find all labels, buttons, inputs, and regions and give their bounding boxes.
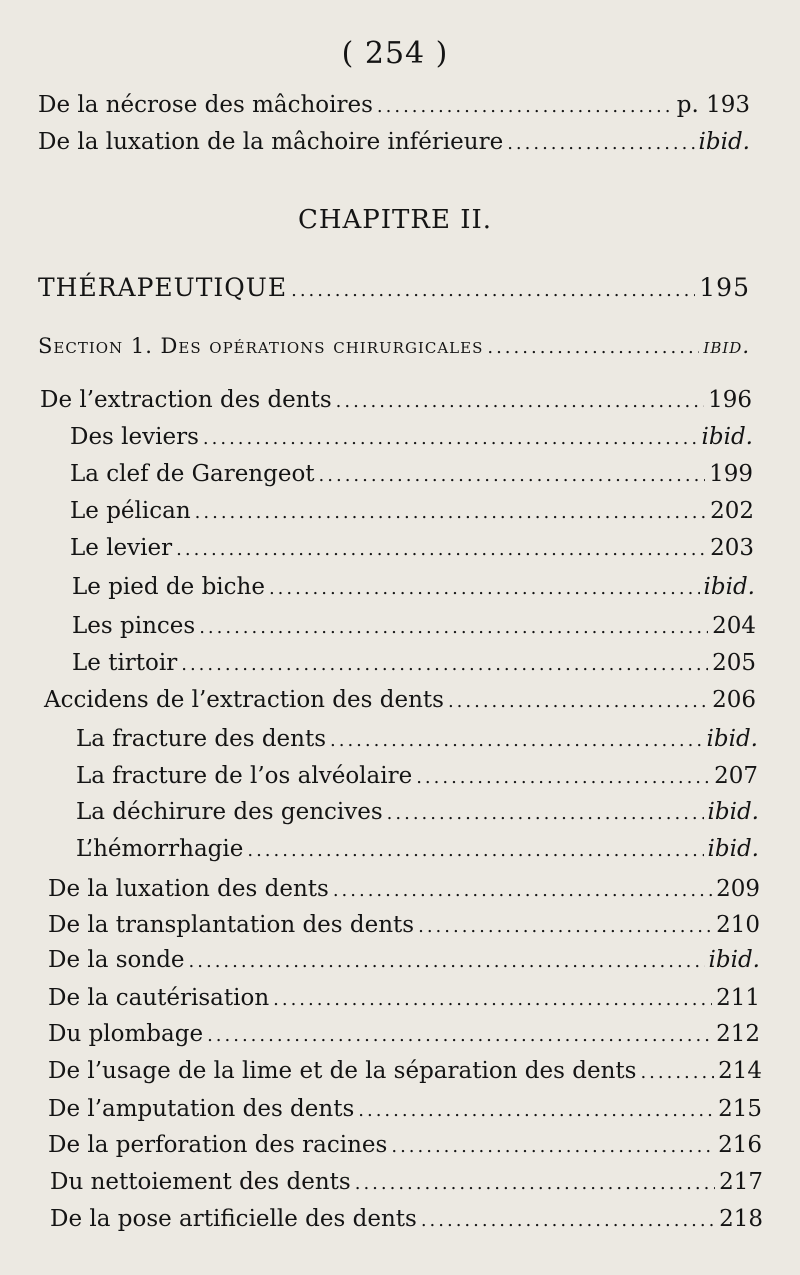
toc-entry-label: Du plombage — [48, 1021, 204, 1047]
toc-entry-page: ibid. — [703, 334, 750, 358]
toc-entry-page: 210 — [716, 912, 760, 938]
toc-entry-label: Des leviers — [70, 424, 199, 450]
dot-leader — [195, 498, 706, 528]
toc-entry-page: ibid. — [708, 947, 760, 973]
toc-entry-label: Le pélican — [70, 498, 191, 524]
toc-subentry — [72, 648, 756, 678]
toc-entry-label: De la perforation des racines — [48, 1132, 388, 1158]
toc-subentry — [76, 834, 759, 864]
toc-entry-label: La fracture de l’os alvéolaire — [76, 763, 413, 789]
dot-leader — [391, 1132, 714, 1162]
toc-entry-section — [38, 331, 750, 361]
toc-subentry — [76, 797, 759, 827]
toc-entry-page: 205 — [712, 650, 756, 676]
toc-entry-label: La déchirure des gencives — [76, 799, 383, 825]
dot-leader — [189, 947, 705, 977]
dot-leader — [336, 387, 704, 417]
toc-entry-page: 217 — [719, 1169, 763, 1195]
toc-entry-label: De la pose artificielle des dents — [50, 1206, 417, 1232]
toc-entry-page: 209 — [716, 876, 760, 902]
toc-entry-label: Le tirtoir — [72, 650, 178, 676]
toc-entry-label: De la nécrose des mâchoires — [38, 92, 373, 118]
dot-leader — [355, 1169, 715, 1199]
dot-leader — [319, 461, 706, 491]
toc-entry-page: 212 — [716, 1021, 760, 1047]
dot-leader — [640, 1058, 714, 1088]
toc-entry-page: ibid. — [703, 574, 755, 600]
toc-entry-page: 195 — [699, 273, 750, 302]
toc-subentry — [70, 459, 753, 489]
toc-subentry — [72, 572, 755, 602]
toc-entry — [48, 910, 760, 940]
dot-leader — [291, 276, 695, 306]
toc-entry-page: ibid. — [701, 424, 753, 450]
toc-entry-page: 202 — [710, 498, 754, 524]
dot-leader — [333, 876, 712, 906]
toc-subentry — [76, 761, 758, 791]
dot-leader — [448, 687, 708, 717]
toc-entry-label: Le pied de biche — [72, 574, 265, 600]
toc-entry-page: ibid. — [706, 726, 758, 752]
toc-entry-page: ibid. — [707, 836, 759, 862]
toc-entry — [38, 127, 750, 157]
dot-leader — [507, 129, 694, 159]
toc-entry-page: 207 — [714, 763, 758, 789]
dot-leader — [207, 1021, 712, 1051]
toc-entry-label: De l’extraction des dents — [40, 387, 332, 413]
toc-entry-label: De la transplantation des dents — [48, 912, 415, 938]
toc-subentry — [72, 611, 756, 641]
toc-entry-label: La fracture des dents — [76, 726, 327, 752]
toc-entry-label: Les pinces — [72, 613, 196, 639]
dot-leader — [176, 535, 706, 565]
toc-entry-page: 214 — [718, 1058, 762, 1084]
dot-leader — [269, 574, 700, 604]
toc-entry-label: Accidens de l’extraction des dents — [44, 687, 444, 713]
toc-entry — [48, 1019, 760, 1049]
toc-entry-page: 216 — [718, 1132, 762, 1158]
toc-entry-label: L’hémorrhagie — [76, 836, 244, 862]
toc-entry-label: Du nettoiement des dents — [50, 1169, 351, 1195]
toc-entry-label: De la luxation des dents — [48, 876, 329, 902]
dot-leader — [247, 836, 703, 866]
toc-entry-page: 218 — [719, 1206, 763, 1232]
toc-entry — [50, 1167, 763, 1197]
dot-leader — [421, 1206, 715, 1236]
toc-entry — [48, 874, 760, 904]
toc-entry-page: 211 — [716, 985, 760, 1011]
toc-entry-page: 204 — [712, 613, 756, 639]
toc-subentry — [70, 422, 753, 452]
dot-leader — [387, 799, 704, 829]
toc-entry-label: Le levier — [70, 535, 173, 561]
toc-entry-label: De la luxation de la mâchoire inférieure — [38, 129, 504, 155]
toc-subentry — [76, 724, 758, 754]
toc-entry-label: De l’usage de la lime et de la séparation des dents — [48, 1058, 637, 1084]
toc-entry — [48, 983, 760, 1013]
toc-entry — [50, 1204, 763, 1234]
toc-entry — [48, 1130, 762, 1160]
toc-entry-page: ibid. — [707, 799, 759, 825]
toc-entry-label: De l’amputation des dents — [48, 1096, 355, 1122]
toc-entry-page: 215 — [718, 1096, 762, 1122]
dot-leader — [377, 92, 673, 122]
dot-leader — [273, 985, 712, 1015]
toc-entry-label: De la cautérisation — [48, 985, 270, 1011]
toc-entry-label: THÉRAPEUTIQUE — [38, 273, 288, 302]
toc-subentry — [70, 496, 754, 526]
toc-entry-page: 199 — [709, 461, 753, 487]
toc-entry-page: 203 — [710, 535, 754, 561]
toc-entry — [38, 90, 750, 120]
toc-entry-part — [38, 273, 750, 303]
toc-entry — [40, 385, 752, 415]
toc-entry-label: La clef de Garengeot — [70, 461, 315, 487]
toc-entry-page: 206 — [712, 687, 756, 713]
dot-leader — [418, 912, 712, 942]
toc-entry — [48, 1056, 762, 1086]
toc-entry — [48, 945, 760, 975]
dot-leader — [199, 613, 708, 643]
chapter-heading: CHAPITRE II. — [297, 205, 493, 235]
toc-subentry — [70, 533, 754, 563]
dot-leader — [330, 726, 703, 756]
dot-leader — [487, 333, 699, 363]
toc-entry-page: 196 — [708, 387, 752, 413]
dot-leader — [181, 650, 708, 680]
toc-entry-page: ibid. — [698, 129, 750, 155]
toc-entry-label: De la sonde — [48, 947, 185, 973]
dot-leader — [358, 1096, 714, 1126]
toc-entry-page: p. 193 — [676, 92, 750, 118]
page-number: ( 254 ) — [341, 36, 449, 71]
toc-entry — [44, 685, 756, 715]
dot-leader — [203, 424, 698, 454]
toc-entry-label: Section 1. Des opérations chirurgicales — [38, 334, 484, 358]
dot-leader — [416, 763, 710, 793]
toc-entry — [48, 1094, 762, 1124]
